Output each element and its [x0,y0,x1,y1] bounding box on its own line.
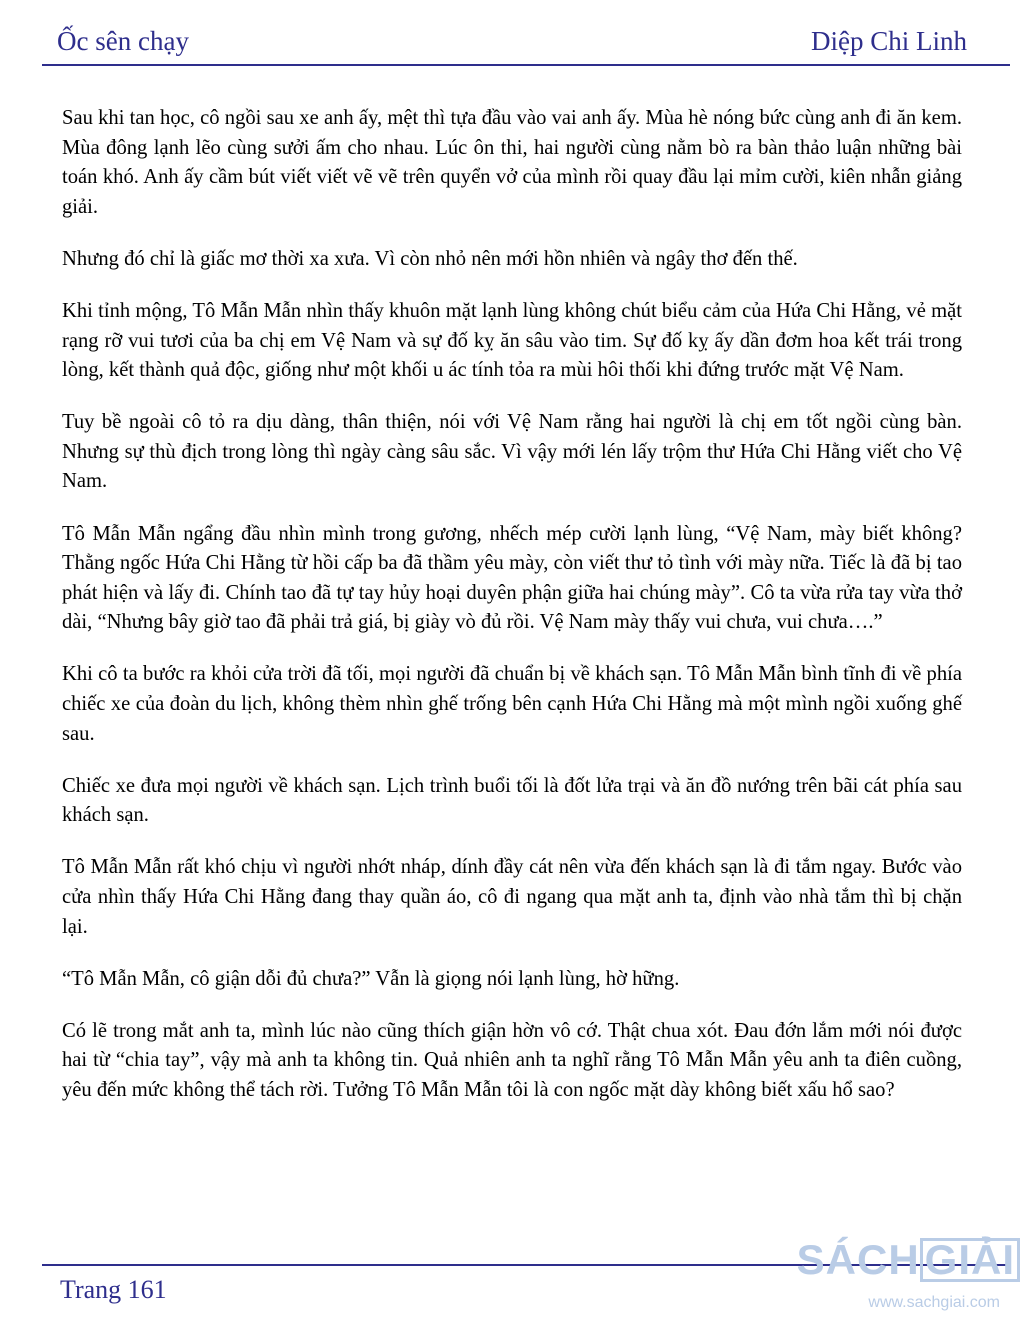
paragraph: Khi tỉnh mộng, Tô Mẫn Mẫn nhìn thấy khuôn mặt lạnh lùng không chút biểu cảm của Hứa Chi Hằng, vẻ mặt rạng rỡ vui tươi của ba chị em Vệ Nam và sự đố kỵ ăn sâu vào tim. Sự đố kỵ ấy dần đơm hoa kết trái trong lòng, kết thành quả độc, giống như một khối u ác tính tỏa ra mùi hôi thối khi đứng trước mặt Vệ Nam. [62,299,962,382]
page-number: Trang 161 [60,1275,167,1304]
watermark [796,1228,1020,1323]
paragraph: Tô Mẫn Mẫn rất khó chịu vì người nhớt nháp, dính đầy cát nên vừa đến khách sạn là đi tắm ngay. Bước vào cửa nhìn thấy Hứa Chi Hằng đang thay quần áo, cô đi ngang qua mặt anh ta, định vào nhà tắm thì bị chặn lại. [62,856,962,938]
paragraph: Sau khi tan học, cô ngồi sau xe anh ấy, mệt thì tựa đầu vào vai anh ấy. Mùa hè nóng bức cùng anh đi ăn kem. Mùa đông lạnh lẽo cùng sưởi ấm cho nhau. Lúc ôn thi, hai người cùng nằm bò ra bàn thảo luận những bài toán khó. Anh ấy cầm bút viết viết vẽ vẽ trên quyển vở của mình rồi quay đầu lại mỉm cười, kiên nhẫn giảng giải. [62,107,962,218]
paragraph: “Tô Mẫn Mẫn, cô giận dỗi đủ chưa?” Vẫn là giọng nói lạnh lùng, hờ hững. [62,967,680,990]
page-header [57,22,967,66]
page-body [62,104,962,1128]
watermark-logo-part2: GIẢI [920,1238,1020,1282]
paragraph: Khi cô ta bước ra khỏi cửa trời đã tối, mọi người đã chuẩn bị về khách sạn. Tô Mẫn Mẫn bình tĩnh đi về phía chiếc xe của đoàn du lịch, không thèm nhìn ghế trống bên cạnh Hứa Chi Hằng mà một mình ngồi xuống ghế sau. [62,663,962,745]
paragraph: Tuy bề ngoài cô tỏ ra dịu dàng, thân thiện, nói với Vệ Nam rằng hai người là chị em tốt ngồi cùng bàn. Nhưng sự thù địch trong lòng thì ngày càng sâu sắc. Vì vậy mới lén lấy trộm thư Hứa Chi Hằng viết cho Vệ Nam. [62,411,962,493]
paragraph: Tô Mẫn Mẫn ngẩng đầu nhìn mình trong gương, nhếch mép cười lạnh lùng, “Vệ Nam, mày biết không? Thằng ngốc Hứa Chi Hằng từ hồi cấp ba đã thầm yêu mày, còn viết thư tỏ tình với mày nữa. Tiếc là đã bị tao phát hiện và lấy đi. Chính tao đã tự tay hủy hoại duyên phận giữa hai chúng mày”. Cô ta vừa rửa tay vừa thở dài, “Nhưng bây giờ tao đã phải trả giá, bị giày vò đủ rồi. Vệ Nam mày thấy vui chưa, vui chưa….” [62,522,962,634]
header-divider [42,64,1010,66]
paragraph: Chiếc xe đưa mọi người về khách sạn. Lịch trình buổi tối là đốt lửa trại và ăn đồ nướng trên bãi cát phía sau khách sạn. [62,774,962,827]
watermark-url: www.sachgiai.com [868,1294,1000,1311]
paragraph: Nhưng đó chỉ là giấc mơ thời xa xưa. Vì còn nhỏ nên mới hồn nhiên và ngây thơ đến thế. [62,247,798,270]
watermark-logo [797,1236,1020,1284]
watermark-logo-part1: SÁCH [796,1236,920,1283]
paragraph: Có lẽ trong mắt anh ta, mình lúc nào cũng thích giận hờn vô cớ. Thật chua xót. Đau đớn lắm mới nói được hai từ “chia tay”, vậy mà anh ta không tin. Quả nhiên anh ta nghĩ rằng Tô Mẫn Mẫn yêu anh ta điên cuồng, yêu đến mức không thể tách rời. Tưởng Tô Mẫn Mẫn tôi là con ngốc mặt dày không biết xấu hổ sao? [62,1019,962,1101]
author-name: Diệp Chi Linh [811,26,967,56]
book-title: Ốc sên chạy [57,26,189,56]
